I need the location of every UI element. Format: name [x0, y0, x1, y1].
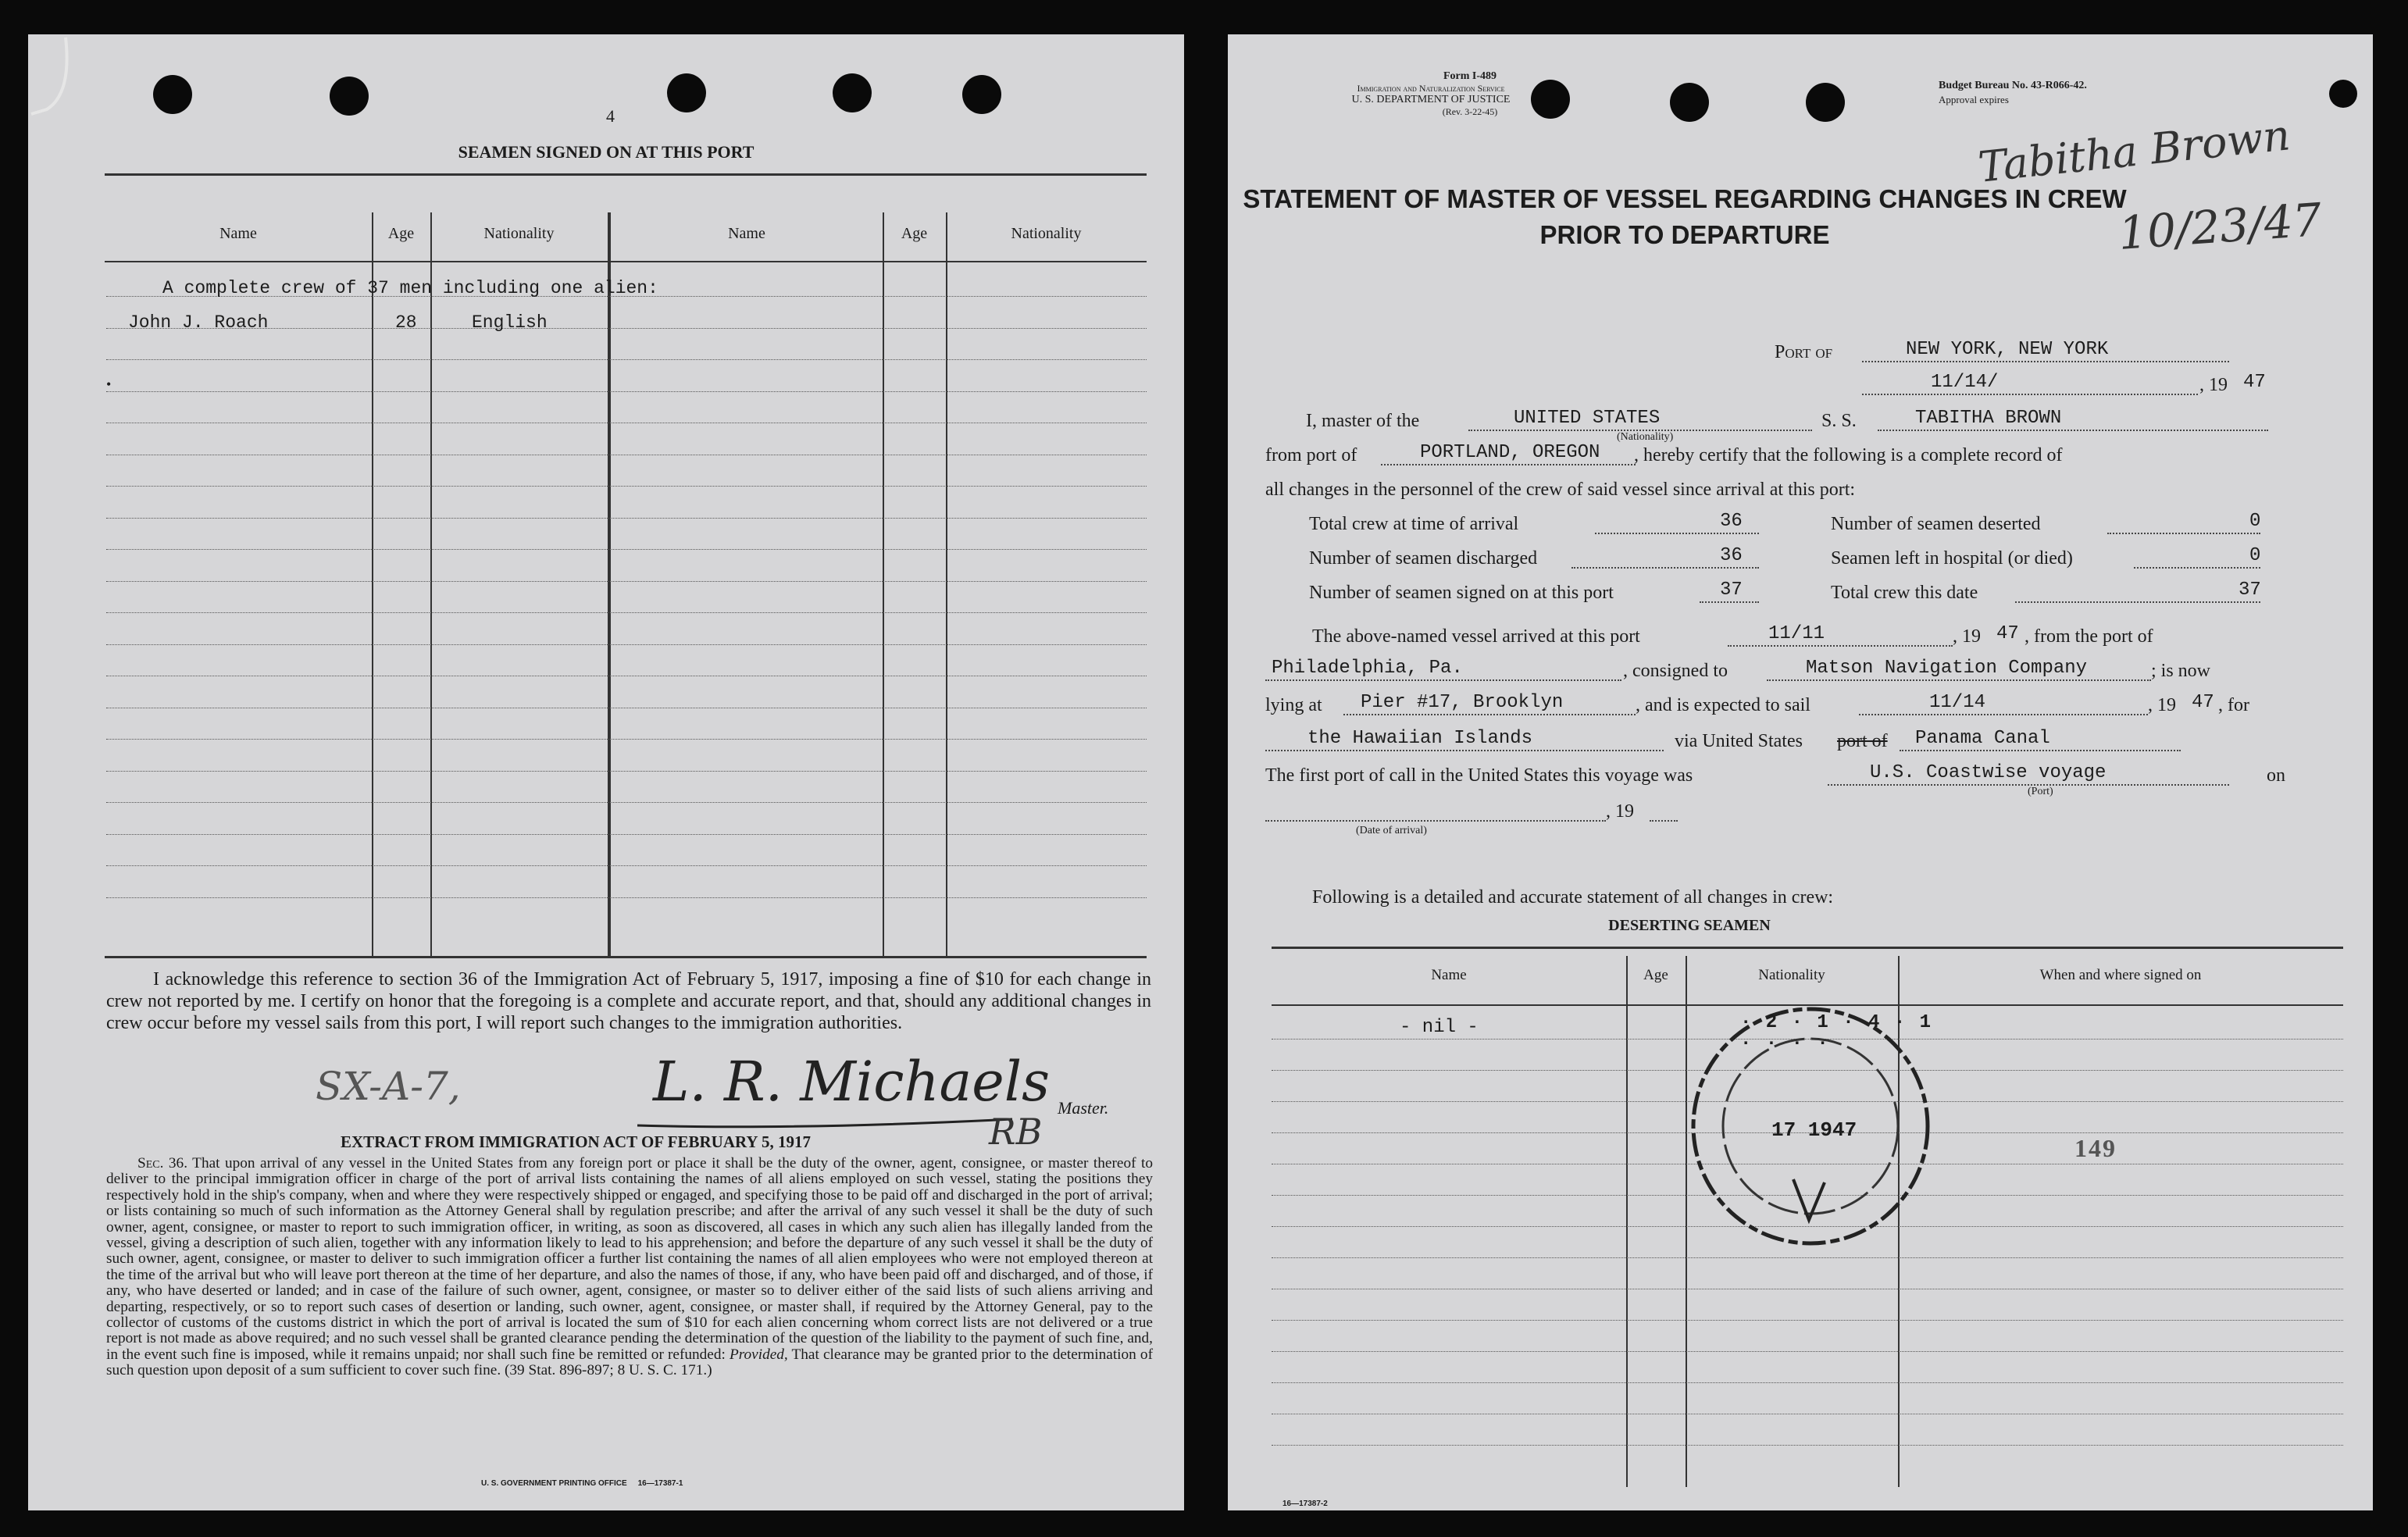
table-row-rule — [106, 644, 1147, 645]
table-row-rule — [1272, 1445, 2343, 1446]
table-row-rule — [106, 391, 1147, 392]
table-row-rule — [106, 771, 1147, 772]
year-value: 47 — [2243, 372, 2266, 393]
table-row-rule — [106, 739, 1147, 740]
arrived-year-prefix: , 19 — [1953, 626, 1981, 647]
left-page — [28, 34, 1184, 1510]
sail-year: 47 — [2192, 692, 2214, 713]
punch-hole — [833, 73, 872, 112]
agency-line-1: Immigration and Naturalization Service — [1357, 83, 1505, 94]
first-port-value: U.S. Coastwise voyage — [1870, 762, 2107, 783]
stat-value-total-date: 37 — [2239, 579, 2261, 601]
on-label: on — [2267, 765, 2285, 786]
revision: (Rev. 3-22-45) — [1442, 106, 1498, 117]
extract-provided: Provided, — [729, 1346, 788, 1363]
from-port-label: from port of — [1265, 445, 1357, 465]
lying-value: Pier #17, Brooklyn — [1361, 692, 1564, 713]
check-mark — [16, 31, 78, 125]
expected-label: , and is expected to sail — [1636, 695, 1810, 715]
desert-header-nationality: Nationality — [1758, 967, 1825, 983]
stat-value-signed-on: 37 — [1720, 579, 1743, 601]
is-now-label: ; is now — [2151, 661, 2211, 681]
table-row-rule — [106, 897, 1147, 898]
page-number: 4 — [606, 106, 615, 126]
table-row-rule — [106, 518, 1147, 519]
lying-label: lying at — [1265, 695, 1322, 715]
acknowledgement-text: I acknowledge this reference to section 36 of the Immigration Act of February 5, 1917, imposing a fine of $10 for each change in crew not reported by me. I certify on honor that the foregoing is a complete and accurate report, and that, should any additional changes in crew occur before my vessel sails from this port, I will report such changes to the immigration authorities. — [106, 969, 1151, 1033]
budget-number: Budget Bureau No. 43-R066-42. — [1939, 80, 2087, 91]
date-arrival-caption: (Date of arrival) — [1356, 825, 1427, 836]
punch-hole — [2329, 80, 2357, 108]
consignee-value: Matson Navigation Company — [1806, 658, 2088, 679]
agency-line-2: U. S. DEPARTMENT OF JUSTICE — [1351, 94, 1511, 105]
title-line-1: STATEMENT OF MASTER OF VESSEL REGARDING CHANGES IN CREW — [1243, 184, 2127, 213]
entry-name: John J. Roach — [128, 312, 269, 333]
sail-year-prefix: , 19 — [2148, 695, 2176, 715]
date-value: 11/14/ — [1931, 372, 1999, 393]
nil-entry: - nil - — [1400, 1017, 1479, 1038]
port-caption: (Port) — [2028, 786, 2053, 797]
table-row-rule — [106, 581, 1147, 582]
following-text: Following is a detailed and accurate statement of all changes in crew: — [1312, 887, 1834, 908]
column-header-nationality: Nationality — [483, 225, 555, 242]
ss-label: S. S. — [1821, 411, 1857, 431]
initials: RB — [989, 1111, 1043, 1153]
table-row-rule — [106, 549, 1147, 550]
stat-value-hospital: 0 — [2249, 545, 2261, 566]
handwritten-date: 10/23/47 — [2116, 192, 2324, 261]
immigration-stamp — [1686, 1001, 1935, 1251]
for-label: , for — [2218, 695, 2249, 715]
stamp-code: SX-A-7, — [316, 1064, 461, 1109]
arrived-label: The above-named vessel arrived at this port — [1312, 626, 1640, 647]
extract-text: That upon arrival of any vessel in the United States from any foreign port or place it shall be the duty of the owner, agent, consignee, or master thereof to deliver to the principal immigration officer in charge of the port of arrival lists containing the names of all aliens employed on such vessel, stating the positions they respectively hold in the ship's company, when and where they were respectively shipped or engaged, and specifying those to be paid off and discharged in the port of arrival; or lists containing so much of such information as the Attorney General shall by regulation prescribe; and after the arrival of any such vessel it shall be the duty of such owner, agent, consignee, or master to report to such immigration officer, in writing, as soon as discovered, all cases in which any such alien has illegally landed from the vessel, giving a description of such alien, together with any information likely to lead to his apprehension; and before the departure of any such vessel it shall be the duty of such owner, agent, consignee, or master to deliver to such immigration officer a further list containing the names of all alien employees who were not employed thereon at the time of the arrival but who will leave port thereon at the time of her departure, and also the names of those, if any, who have been paid off and discharged, and of those, if any, who have deserted or landed; and in case of the failure of such owner, agent, consignee, or master so to deliver either of the said lists of such aliens arriving and departing, respectively, or so to report such cases of desertion or landing, such owner, agent, consignee, or master shall, if required by the Attorney General, pay to the collector of customs of the customs district in which the port of arrival is located the sum of $10 for each alien concerning whom correct lists are not delivered or a true report is not made as above required; and no such vessel shall be granted clearance pending the determination of the question of the liability to the payment of such fine, and, in the event such fine is imposed, while it remains unpaid; nor shall such fine be remitted or refunded: — [106, 1155, 1153, 1363]
master-of-label: I, master of the — [1306, 411, 1420, 431]
nationality-value: UNITED STATES — [1514, 408, 1661, 429]
stat-label-hospital: Seamen left in hospital (or died) — [1831, 548, 2073, 569]
from-the-port-label: , from the port of — [2025, 626, 2153, 647]
handwritten-ship-name: Tabitha Brown — [1975, 110, 2292, 192]
stamp-number: 149 — [2074, 1134, 2117, 1162]
ship-name: TABITHA BROWN — [1915, 408, 2062, 429]
column-header-age: Age — [387, 225, 415, 242]
origin-value: Philadelphia, Pa. — [1272, 658, 1463, 679]
master-signature: L. R. Michaels — [653, 1050, 1051, 1114]
stat-label-total-date: Total crew this date — [1831, 583, 1978, 603]
extract-text-block — [106, 1156, 1153, 1379]
stat-label-total-arrival: Total crew at time of arrival — [1309, 514, 1519, 534]
port-value: NEW YORK, NEW YORK — [1906, 339, 2109, 360]
stat-value-total-arrival: 36 — [1720, 511, 1743, 532]
table-row-rule — [1272, 1257, 2343, 1258]
consigned-label: , consigned to — [1623, 661, 1728, 681]
sail-value: 11/14 — [1929, 692, 1986, 713]
nationality-caption: (Nationality) — [1617, 431, 1674, 443]
signature-underline — [637, 1116, 1028, 1132]
changes-text: all changes in the personnel of the crew of said vessel since arrival at this port: — [1265, 480, 1856, 500]
column-header-name: Name — [728, 225, 765, 242]
stat-label-signed-on: Number of seamen signed on at this port — [1309, 583, 1614, 603]
arrived-value: 11/11 — [1768, 623, 1825, 644]
stamp-ring-text: · 2 · 1 · 4 · 1 · · · · — [1740, 1012, 1933, 1054]
via-label: via United States — [1675, 731, 1803, 751]
table-row-rule — [106, 612, 1147, 613]
table-row-rule — [106, 486, 1147, 487]
via-value: Panama Canal — [1915, 728, 2050, 749]
section-title: SEAMEN SIGNED ON AT THIS PORT — [458, 142, 755, 162]
stat-value-discharged: 36 — [1720, 545, 1743, 566]
crew-note: A complete crew of 37 men including one alien: — [162, 278, 658, 298]
blank-year: , 19 — [1606, 801, 1634, 822]
from-port-value: PORTLAND, OREGON — [1420, 442, 1600, 463]
desert-header-signed-on: When and where signed on — [2039, 967, 2202, 983]
stat-label-discharged: Number of seamen discharged — [1309, 548, 1538, 569]
table-row-rule — [106, 802, 1147, 803]
table-row-rule — [106, 865, 1147, 866]
entry-nationality: English — [472, 312, 548, 333]
year-prefix: , 19 — [2199, 375, 2228, 395]
table-row-rule — [106, 359, 1147, 360]
first-port-label: The first port of call in the United States this voyage was — [1265, 765, 1693, 786]
table-row-rule — [106, 834, 1147, 835]
extract-tail: That clearance may be granted prior to the determination of such question upon deposit of a sum sufficient to cover such fine. (39 Stat. 896-897; 8 U. S. C. 171.) — [106, 1346, 1153, 1379]
punch-hole — [1670, 83, 1709, 122]
deserting-title: DESERTING SEAMEN — [1608, 917, 1771, 934]
title-line-2: PRIOR TO DEPARTURE — [1539, 220, 1830, 249]
punch-hole — [962, 75, 1001, 114]
stamp-date: 17 1947 — [1771, 1118, 1857, 1142]
stat-value-deserted: 0 — [2249, 511, 2261, 532]
printer-line: U. S. GOVERNMENT PRINTING OFFICE 16—17387-1 — [481, 1479, 683, 1488]
punch-hole — [667, 73, 706, 112]
arrived-year: 47 — [1996, 623, 2019, 644]
column-header-nationality: Nationality — [1011, 225, 1082, 242]
approval-note: Approval expires — [1939, 94, 2009, 105]
stat-label-deserted: Number of seamen deserted — [1831, 514, 2041, 534]
punch-hole — [330, 77, 369, 116]
printer-line: 16—17387-2 — [1282, 1500, 1328, 1508]
punch-hole — [1806, 83, 1845, 122]
via-struck-text: port of — [1837, 731, 1888, 751]
form-number: Form I-489 — [1443, 70, 1497, 82]
desert-header-name: Name — [1431, 967, 1467, 983]
master-label: Master. — [1058, 1098, 1109, 1118]
port-label: Port of — [1775, 342, 1833, 362]
destination-value: the Hawaiian Islands — [1307, 728, 1533, 749]
desert-header-age: Age — [1643, 967, 1668, 983]
extract-section-label: Sec. 36. — [137, 1155, 188, 1171]
extract-title: EXTRACT FROM IMMIGRATION ACT OF FEBRUARY 5, 1917 — [341, 1132, 812, 1151]
column-header-name: Name — [219, 225, 257, 242]
column-header-age: Age — [901, 225, 928, 242]
table-row-rule — [1272, 1320, 2343, 1321]
bullet-mark: • — [106, 376, 112, 392]
table-row-rule — [1272, 1382, 2343, 1383]
entry-age: 28 — [395, 312, 417, 333]
table-row-rule — [1272, 1351, 2343, 1352]
right-page — [1228, 34, 2373, 1510]
punch-hole — [153, 75, 192, 114]
certify-text: , hereby certify that the following is a complete record of — [1634, 445, 2063, 465]
